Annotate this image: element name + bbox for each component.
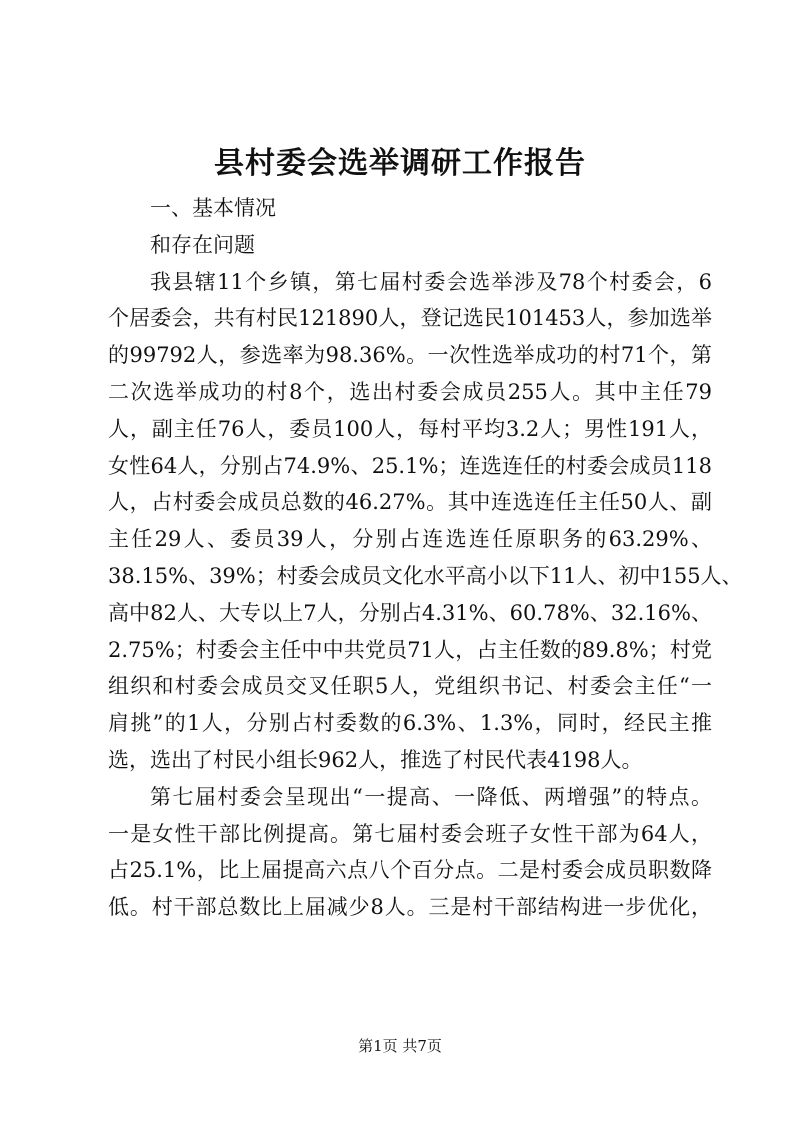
paragraph-line: 第七届村委会呈现出“一提高、一降低、两增强”的特点。 [150, 784, 712, 809]
section-heading: 一、基本情况 [150, 196, 276, 220]
paragraph-line: 主任29人、委员39人，分别占连选连任原职务的63.29%、 [108, 527, 712, 552]
paragraph-line: 女性64人，分别占74.9%、25.1%；连选连任的村委会成员118 [108, 453, 712, 478]
paragraph-line: 低。村干部总数比上届减少8人。三是村干部结构进一步优化， [108, 895, 712, 920]
paragraph-1 [108, 264, 743, 779]
paragraph-line: 占25.1%，比上届提高六点八个百分点。二是村委会成员职数降 [108, 858, 712, 883]
paragraph-line: 38.15%、39%；村委会成员文化水平高小以下11人、初中155人、 [108, 563, 743, 588]
paragraph-line: 肩挑”的1人，分别占村委数的6.3%、1.3%，同时，经民主推 [108, 711, 712, 736]
paragraph-line: 高中82人、大专以上7人，分别占4.31%、60.78%、32.16%、 [108, 600, 712, 625]
paragraph-line: 选，选出了村民小组长962人，推选了村民代表4198人。 [108, 747, 643, 772]
section-heading-continuation: 和存在问题 [150, 232, 255, 257]
paragraph-line: 的99792人，参选率为98.36%。一次性选举成功的村71个，第 [108, 343, 712, 368]
page-number-footer: 第1页 共7页 [358, 1037, 442, 1055]
paragraph-line: 人，副主任76人，委员100人，每村平均3.2人；男性191人， [108, 416, 712, 441]
document-body [108, 190, 743, 926]
paragraph-line: 2.75%；村委会主任中中共党员71人，占主任数的89.8%；村党 [108, 637, 712, 662]
paragraph-line: 个居委会，共有村民121890人，登记选民101453人，参加选举 [108, 306, 712, 331]
paragraph-line: 一是女性干部比例提高。第七届村委会班子女性干部为64人， [108, 821, 712, 846]
paragraph-line: 我县辖11个乡镇，第七届村委会选举涉及78个村委会，6 [150, 269, 712, 294]
paragraph-line: 人，占村委会成员总数的46.27%。其中连选连任主任50人、副 [108, 490, 712, 515]
paragraph-2 [108, 779, 712, 926]
document-title: 县村委会选举调研工作报告 [214, 146, 586, 181]
paragraph-line: 组织和村委会成员交叉任职5人，党组织书记、村委会主任“一 [108, 674, 712, 699]
paragraph-line: 二次选举成功的村8个，选出村委会成员255人。其中主任79 [108, 379, 712, 404]
